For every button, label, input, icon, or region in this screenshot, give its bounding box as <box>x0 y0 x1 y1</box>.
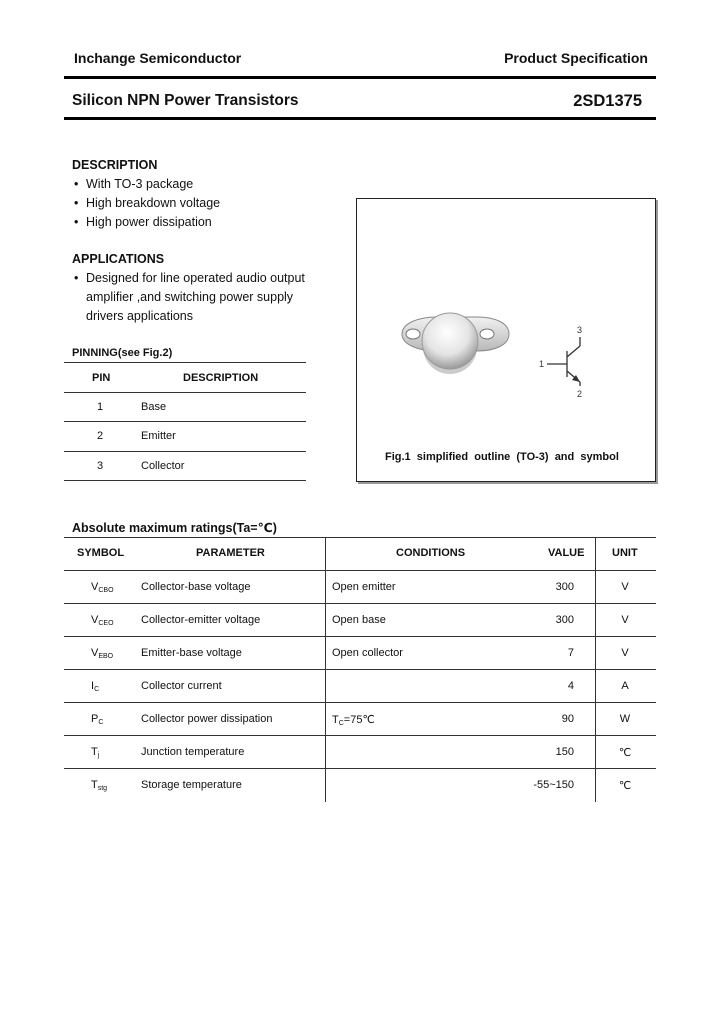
symbol-subscript: j <box>97 752 100 759</box>
table-rule <box>64 636 656 637</box>
rating-symbol <box>91 779 121 792</box>
rating-symbol <box>91 746 121 759</box>
base-pin-label: 1 <box>539 359 545 369</box>
part-number: 2SD1375 <box>573 92 642 110</box>
company-name: Inchange Semiconductor <box>74 50 242 66</box>
product-line-title: Silicon NPN Power Transistors <box>72 92 299 109</box>
list-item-text: Designed for line operated audio output <box>86 271 305 285</box>
table-rule <box>64 537 656 538</box>
symbol-subscript: CBO <box>98 587 114 594</box>
rating-value: 90 <box>561 713 574 725</box>
symbol-subscript: stg <box>97 785 108 792</box>
conditions-column-header: CONDITIONS <box>396 547 466 559</box>
npn-transistor-symbol <box>547 337 580 386</box>
pinning-heading: PINNING(see Fig.2) <box>72 347 173 359</box>
symbol-column-header: SYMBOL <box>77 547 125 559</box>
condition-text: Open base <box>332 614 386 626</box>
rating-unit: V <box>621 614 629 626</box>
list-item: • Designed for line operated audio output <box>74 271 305 285</box>
rating-parameter: Emitter-base voltage <box>141 647 242 659</box>
table-rule <box>64 421 306 422</box>
condition-value: =75℃ <box>343 714 375 726</box>
rating-parameter: Collector power dissipation <box>141 713 273 725</box>
rating-value: 4 <box>567 680 574 692</box>
header-rule <box>64 76 656 79</box>
value-column-header: VALUE <box>548 547 585 559</box>
rating-value: 7 <box>567 647 574 659</box>
collector-pin-label: 3 <box>577 325 583 335</box>
unit-column-header: UNIT <box>612 547 638 559</box>
rating-condition <box>332 581 396 594</box>
symbol-subscript: CEO <box>98 620 114 627</box>
rating-condition <box>332 713 375 727</box>
condition-text: Open emitter <box>332 581 396 593</box>
parameter-column-header: PARAMETER <box>196 547 265 559</box>
list-item-continuation: amplifier ,and switching power supply <box>86 290 294 304</box>
list-item-text: With TO-3 package <box>86 177 194 191</box>
rating-unit: V <box>621 647 629 659</box>
description-column-header: DESCRIPTION <box>183 372 259 384</box>
rating-symbol <box>91 713 121 726</box>
table-rule <box>64 570 656 571</box>
rating-symbol <box>91 614 121 627</box>
symbol-subscript: EBO <box>98 653 114 660</box>
condition-subscript: C <box>338 720 344 727</box>
rating-condition <box>332 647 403 660</box>
pin-description: Base <box>141 401 167 413</box>
table-rule <box>64 735 656 736</box>
list-item-text: High power dissipation <box>86 215 212 229</box>
symbol-letter: V <box>91 614 99 626</box>
list-item: • High breakdown voltage <box>74 196 221 210</box>
rating-unit: W <box>619 713 631 725</box>
rating-symbol <box>91 581 121 594</box>
rating-unit: V <box>621 581 629 593</box>
description-heading: DESCRIPTION <box>72 158 158 172</box>
rating-unit: ℃ <box>618 747 632 759</box>
list-item-text: High breakdown voltage <box>86 196 221 210</box>
table-rule <box>64 480 306 481</box>
description-list <box>74 177 220 234</box>
rating-parameter: Storage temperature <box>141 779 242 791</box>
table-rule <box>64 392 306 393</box>
doc-type: Product Specification <box>504 50 648 66</box>
rating-parameter: Collector current <box>141 680 222 692</box>
pin-number: 3 <box>97 460 104 472</box>
figure-caption: Fig.1 simplified outline (TO-3) and symbol <box>385 451 619 463</box>
list-item-continuation: drivers applications <box>86 309 193 323</box>
to3-package-outline <box>402 313 509 374</box>
applications-heading: APPLICATIONS <box>72 252 165 266</box>
symbol-letter: P <box>91 713 99 725</box>
rating-unit: A <box>621 680 629 692</box>
symbol-letter: I <box>91 680 95 692</box>
pin-description: Emitter <box>141 430 176 442</box>
pin-number: 1 <box>97 401 104 413</box>
pin-number: 2 <box>97 430 104 442</box>
symbol-subscript: C <box>98 719 104 726</box>
rating-value: -55~150 <box>533 779 574 791</box>
symbol-letter: V <box>91 647 99 659</box>
rating-condition <box>332 614 386 627</box>
applications-list <box>74 271 305 328</box>
rating-value: 300 <box>555 581 574 593</box>
rating-parameter: Collector-base voltage <box>141 581 251 593</box>
pin-description: Collector <box>141 460 185 472</box>
symbol-letter: V <box>91 581 99 593</box>
table-rule <box>64 669 656 670</box>
symbol-subscript: C <box>94 686 100 693</box>
table-rule <box>64 451 306 452</box>
rating-value: 150 <box>555 746 574 758</box>
pin-column-header: PIN <box>92 372 111 384</box>
figure-drawing <box>357 199 655 481</box>
ratings-heading: Absolute maximum ratings(Ta=℃) <box>72 521 277 535</box>
rating-symbol <box>91 647 121 660</box>
table-rule <box>64 768 656 769</box>
condition-symbol: T <box>332 714 339 726</box>
symbol-letter: T <box>91 779 98 791</box>
figure-box <box>356 198 656 482</box>
emitter-pin-label: 2 <box>577 389 583 399</box>
rating-value: 300 <box>555 614 574 626</box>
table-rule <box>64 702 656 703</box>
rating-unit: ℃ <box>618 780 632 792</box>
title-rule <box>64 117 656 120</box>
table-rule <box>64 603 656 604</box>
rating-parameter: Junction temperature <box>141 746 245 758</box>
list-item: • High power dissipation <box>74 215 212 229</box>
condition-text: Open collector <box>332 647 403 659</box>
rating-parameter: Collector-emitter voltage <box>141 614 261 626</box>
symbol-letter: T <box>91 746 98 758</box>
table-rule <box>64 362 306 363</box>
list-item: • With TO-3 package <box>74 177 194 191</box>
rating-symbol <box>91 680 121 693</box>
